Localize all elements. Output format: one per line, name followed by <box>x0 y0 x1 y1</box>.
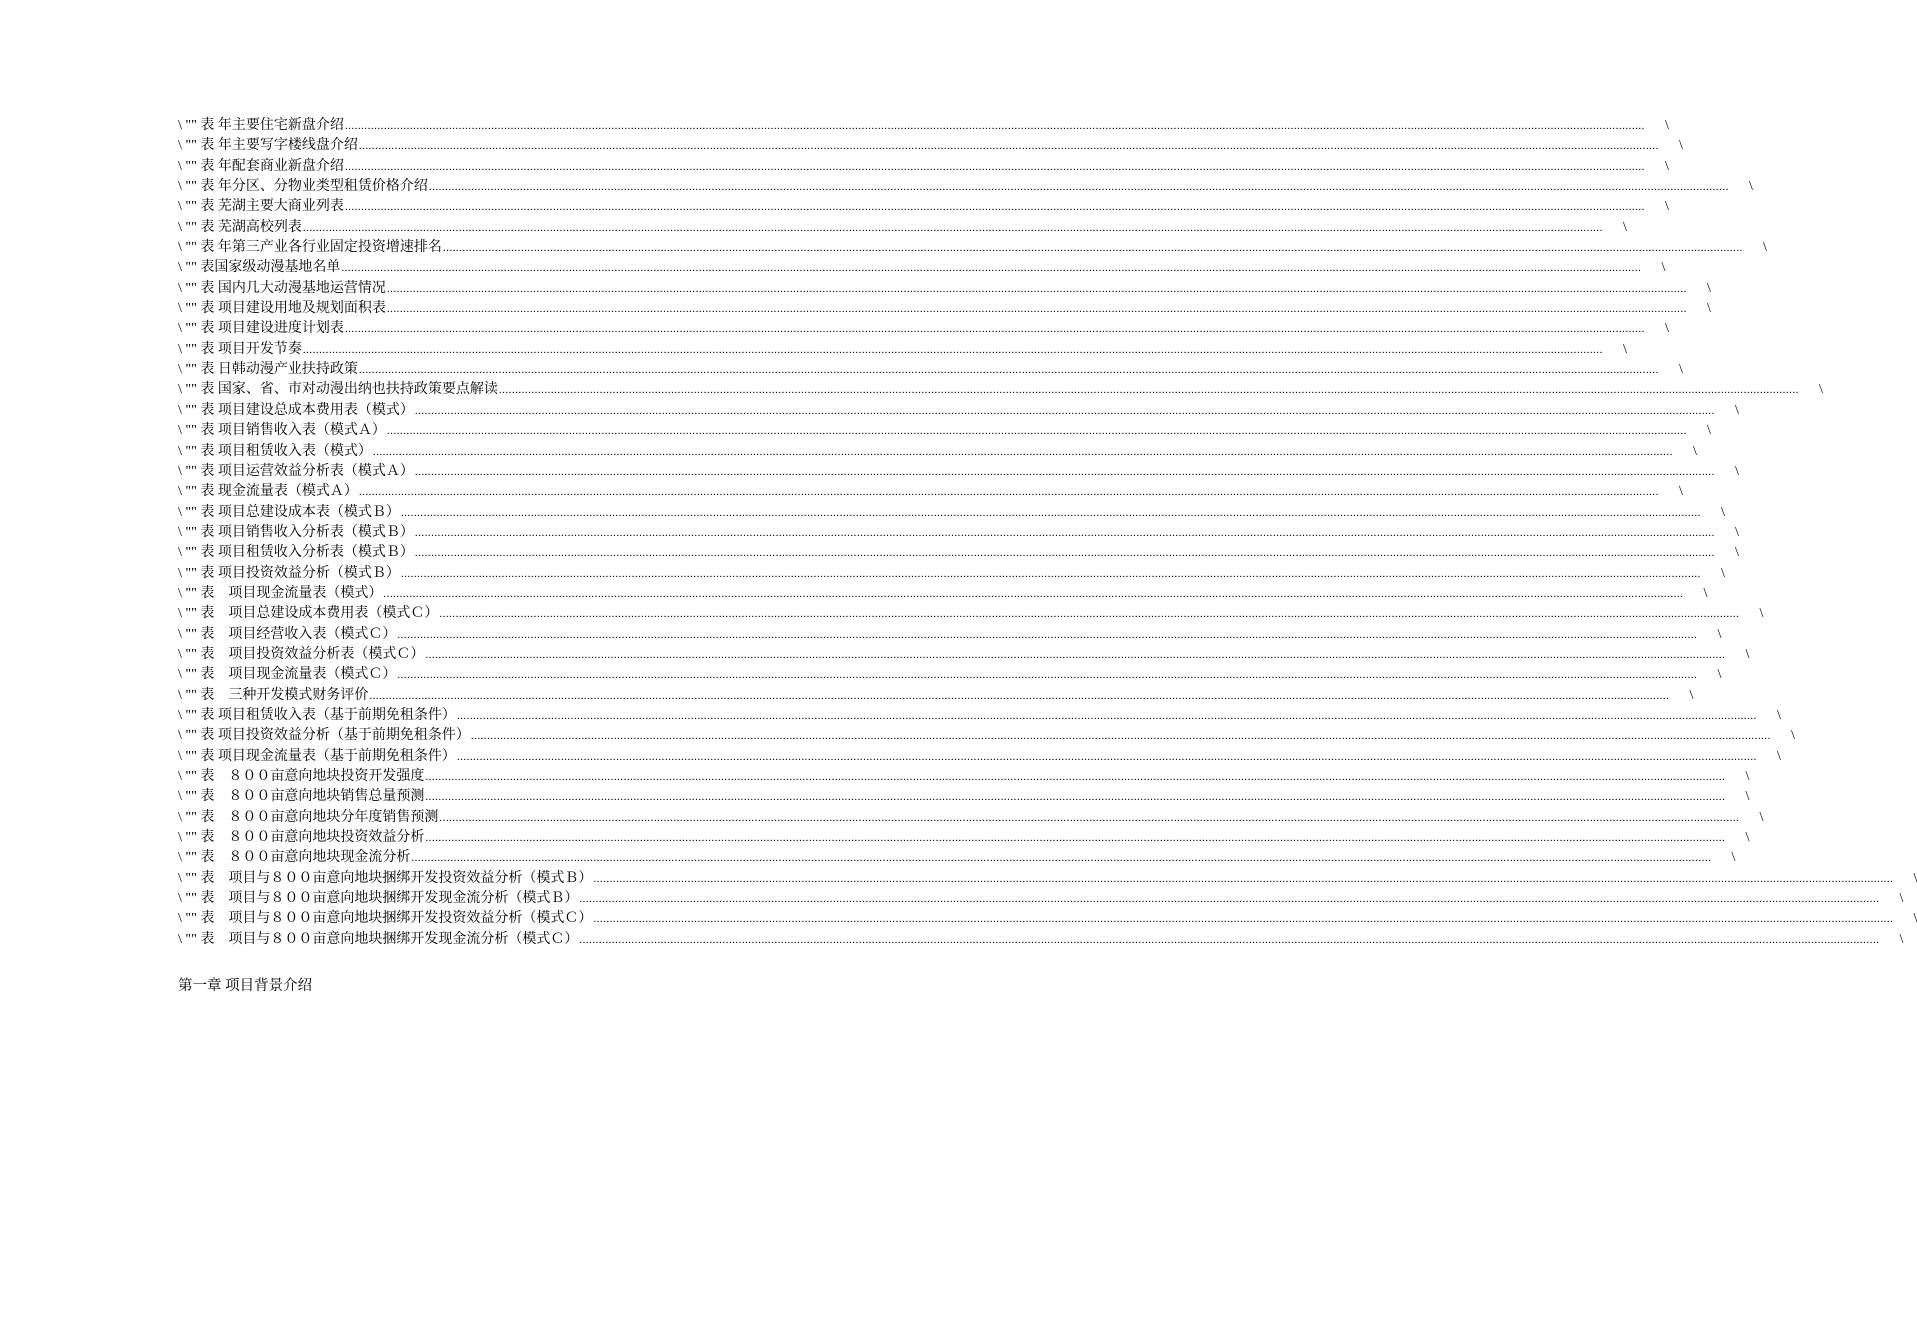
toc-entry-title: \ "" 表 项目现金流量表（模式） <box>178 585 383 601</box>
toc-entry-title: \ "" 表 项目经营收入表（模式Ｃ） <box>178 626 397 642</box>
toc-entry[interactable] <box>178 787 1750 807</box>
toc-entry-page: \ <box>1678 484 1683 500</box>
toc-entry[interactable] <box>178 523 1739 543</box>
toc-entry-title: \ "" 表 项目与８００亩意向地块捆绑开发投资效益分析（模式Ｃ） <box>178 911 593 927</box>
toc-entry-title: \ "" 表 项目投资效益分析（基于前期免租条件） <box>178 728 470 744</box>
toc-entry-page: \ <box>1706 301 1711 317</box>
toc-entry-title: \ "" 表 国内几大动漫基地运营情况 <box>178 280 386 296</box>
toc-entry-title: \ "" 表 三种开发模式财务评价 <box>178 687 369 703</box>
toc-entry-page: \ <box>1790 728 1795 744</box>
toc-entry[interactable] <box>178 421 1711 441</box>
toc-entry[interactable] <box>178 157 1669 177</box>
toc-entry[interactable] <box>178 401 1739 421</box>
toc-leader-dots: ................................................................................................................................................................................................................................................................................................................................................................................................................ <box>358 486 1659 499</box>
toc-leader-dots: ................................................................................................................................................................................................................................................................................................................................................................................................................ <box>397 628 1698 641</box>
chapter-heading: 第一章 项目背景介绍 <box>178 978 313 994</box>
toc-entry-title: \ "" 表 ８００亩意向地块分年度销售预测 <box>178 809 439 825</box>
toc-entry[interactable] <box>178 360 1683 380</box>
toc-entry[interactable] <box>178 564 1725 584</box>
toc-entry-title: \ "" 表 年主要住宅新盘介绍 <box>178 118 344 133</box>
toc-leader-dots: ................................................................................................................................................................................................................................................................................................................................................................................................................ <box>470 730 1771 743</box>
toc-entry[interactable] <box>178 747 1781 767</box>
toc-entry[interactable] <box>178 930 1904 950</box>
toc-entry[interactable] <box>178 116 1669 136</box>
toc-entry[interactable] <box>178 462 1739 482</box>
toc-entry[interactable] <box>178 848 1736 868</box>
toc-entry[interactable] <box>178 482 1683 502</box>
toc-entry-page: \ <box>1703 585 1708 601</box>
toc-entry-page: \ <box>1745 769 1750 784</box>
toc-entry[interactable] <box>178 380 1823 400</box>
toc-entry-page: \ <box>1692 443 1697 459</box>
toc-leader-dots: ................................................................................................................................................................................................................................................................................................................................................................................................................ <box>414 404 1715 417</box>
toc-entry-page: \ <box>1717 667 1722 683</box>
toc-entry-title: \ "" 表 项目租赁收入表（基于前期免租条件） <box>178 707 456 723</box>
toc-leader-dots: ................................................................................................................................................................................................................................................................................................................................................................................................................ <box>442 242 1743 255</box>
toc-entry-title: \ "" 表 项目总建设成本表（模式Ｂ） <box>178 504 400 520</box>
toc-entry[interactable] <box>178 767 1750 787</box>
toc-entry-page: \ <box>1899 891 1904 907</box>
toc-entry[interactable] <box>178 442 1697 462</box>
toc-entry-page: \ <box>1706 280 1711 296</box>
toc-entry-page: \ <box>1734 402 1739 418</box>
toc-leader-dots: ................................................................................................................................................................................................................................................................................................................................................................................................................ <box>425 771 1726 783</box>
toc-leader-dots: ................................................................................................................................................................................................................................................................................................................................................................................................................ <box>344 160 1645 173</box>
toc-entry-title: \ "" 表 项目投资效益分析（模式Ｂ） <box>178 565 400 581</box>
toc-leader-dots: ................................................................................................................................................................................................................................................................................................................................................................................................................ <box>383 587 1684 600</box>
toc-entry[interactable] <box>178 889 1904 909</box>
toc-leader-dots: ................................................................................................................................................................................................................................................................................................................................................................................................................ <box>386 425 1687 438</box>
toc-entry[interactable] <box>178 706 1781 726</box>
toc-entry-page: \ <box>1745 830 1750 846</box>
toc-leader-dots: ................................................................................................................................................................................................................................................................................................................................................................................................................ <box>579 893 1880 906</box>
toc-leader-dots: ................................................................................................................................................................................................................................................................................................................................................................................................................ <box>369 689 1670 702</box>
toc-leader-dots: ................................................................................................................................................................................................................................................................................................................................................................................................................ <box>397 669 1698 682</box>
toc-entry-title: \ "" 表 项目建设总成本费用表（模式） <box>178 402 414 418</box>
toc-entry[interactable] <box>178 319 1669 339</box>
toc-leader-dots: ................................................................................................................................................................................................................................................................................................................................................................................................................ <box>372 445 1673 458</box>
toc-entry[interactable] <box>178 686 1694 706</box>
toc-entry[interactable] <box>178 645 1750 665</box>
toc-entry-page: \ <box>1678 362 1683 378</box>
toc-entry-title: \ "" 表 年配套商业新盘介绍 <box>178 158 344 174</box>
toc-entry-title: \ "" 表 项目投资效益分析表（模式Ｃ） <box>178 646 425 662</box>
toc-entry-title: \ "" 表 项目与８００亩意向地块捆绑开发现金流分析（模式Ｂ） <box>178 891 579 907</box>
toc-entry-title: \ "" 表 项目建设进度计划表 <box>178 321 344 337</box>
toc-leader-dots: ................................................................................................................................................................................................................................................................................................................................................................................................................ <box>344 201 1645 214</box>
toc-entry-page: \ <box>1913 911 1917 927</box>
toc-leader-dots: ................................................................................................................................................................................................................................................................................................................................................................................................................ <box>456 709 1757 722</box>
toc-entry[interactable] <box>178 177 1753 197</box>
toc-entry[interactable] <box>178 909 1917 929</box>
toc-entry[interactable] <box>178 543 1739 563</box>
toc-entry-title: \ "" 表 国家、省、市对动漫出纳也扶持政策要点解读 <box>178 382 498 398</box>
toc-entry-page: \ <box>1745 646 1750 662</box>
toc-leader-dots: ................................................................................................................................................................................................................................................................................................................................................................................................................ <box>341 262 1642 275</box>
toc-leader-dots: ................................................................................................................................................................................................................................................................................................................................................................................................................ <box>579 933 1880 946</box>
toc-entry-title: \ "" 表 项目现金流量表（基于前期免租条件） <box>178 748 456 764</box>
toc-entry-page: \ <box>1706 423 1711 439</box>
toc-entry-page: \ <box>1720 565 1725 581</box>
toc-entry-title: \ "" 表 项目现金流量表（模式Ｃ） <box>178 667 397 683</box>
toc-leader-dots: ................................................................................................................................................................................................................................................................................................................................................................................................................ <box>302 221 1603 234</box>
toc-leader-dots: ................................................................................................................................................................................................................................................................................................................................................................................................................ <box>358 364 1659 377</box>
toc-entry-page: \ <box>1664 321 1669 337</box>
toc-entry-page: \ <box>1759 809 1764 825</box>
toc-leader-dots: ................................................................................................................................................................................................................................................................................................................................................................................................................ <box>425 791 1726 804</box>
toc-leader-dots: ................................................................................................................................................................................................................................................................................................................................................................................................................ <box>439 811 1740 824</box>
toc-entry[interactable] <box>178 197 1669 217</box>
toc-leader-dots: ................................................................................................................................................................................................................................................................................................................................................................................................................ <box>386 303 1687 316</box>
toc-entry-title: \ "" 表 现金流量表（模式Ａ） <box>178 484 358 500</box>
toc-entry-title: \ "" 表 项目与８００亩意向地块捆绑开发现金流分析（模式Ｃ） <box>178 931 579 947</box>
toc-entry-title: \ "" 表 项目开发节奏 <box>178 341 302 357</box>
toc-entry[interactable] <box>178 238 1767 258</box>
toc-entry-title: \ "" 表 项目销售收入分析表（模式Ｂ） <box>178 524 414 540</box>
toc-entry-title: \ "" 表 项目租赁收入分析表（模式Ｂ） <box>178 545 414 561</box>
toc-entry-page: \ <box>1661 260 1666 276</box>
toc-entry-page: \ <box>1762 240 1767 256</box>
toc-entry[interactable] <box>178 665 1722 685</box>
toc-entry[interactable] <box>178 604 1764 624</box>
toc-entry-title: \ "" 表 项目总建设成本费用表（模式Ｃ） <box>178 606 439 622</box>
toc-entry-title: \ "" 表 ８００亩意向地块现金流分析 <box>178 850 411 866</box>
toc-entry[interactable] <box>178 726 1795 746</box>
toc-entry-page: \ <box>1776 707 1781 723</box>
toc-entry-page: \ <box>1664 118 1669 133</box>
toc-entry-page: \ <box>1899 931 1904 947</box>
toc-leader-dots: ................................................................................................................................................................................................................................................................................................................................................................................................................ <box>414 526 1715 539</box>
toc-entry-title: \ "" 表 项目建设用地及规划面积表 <box>178 301 386 317</box>
toc-entry-title: \ "" 表 芜湖高校列表 <box>178 219 302 235</box>
toc-entry-title: \ "" 表 年主要写字楼线盘介绍 <box>178 138 358 154</box>
toc-leader-dots: ................................................................................................................................................................................................................................................................................................................................................................................................................ <box>425 832 1726 845</box>
toc-leader-dots: ................................................................................................................................................................................................................................................................................................................................................................................................................ <box>414 465 1715 478</box>
toc-entry-page: \ <box>1734 524 1739 540</box>
toc-entry-title: \ "" 表 项目与８００亩意向地块捆绑开发投资效益分析（模式Ｂ） <box>178 870 593 886</box>
toc-leader-dots: ................................................................................................................................................................................................................................................................................................................................................................................................................ <box>358 140 1659 153</box>
toc-entry[interactable] <box>178 136 1683 156</box>
toc-leader-dots: ................................................................................................................................................................................................................................................................................................................................................................................................................ <box>456 750 1757 763</box>
toc-entry[interactable] <box>178 584 1708 604</box>
toc-leader-dots: ................................................................................................................................................................................................................................................................................................................................................................................................................ <box>386 282 1687 295</box>
toc-entry-title: \ "" 表 ８００亩意向地块投资效益分析 <box>178 830 425 846</box>
toc-entry[interactable] <box>178 218 1627 238</box>
toc-entry-page: \ <box>1731 850 1736 866</box>
toc-entry-title: \ "" 表 年分区、分物业类型租赁价格介绍 <box>178 179 428 195</box>
toc-leader-dots: ................................................................................................................................................................................................................................................................................................................................................................................................................ <box>302 343 1603 356</box>
toc-entry[interactable] <box>178 279 1711 299</box>
toc-entry-page: \ <box>1720 504 1725 520</box>
toc-entry-title: \ "" 表 ８００亩意向地块销售总量预测 <box>178 789 425 805</box>
toc-entry-page: \ <box>1717 626 1722 642</box>
toc-entry-page: \ <box>1759 606 1764 622</box>
toc-entry-title: \ "" 表国家级动漫基地名单 <box>178 260 341 276</box>
toc-entry-page: \ <box>1818 382 1823 398</box>
toc-leader-dots: ................................................................................................................................................................................................................................................................................................................................................................................................................ <box>498 384 1799 397</box>
toc-entry-title: \ "" 表 年第三产业各行业固定投资增速排名 <box>178 240 442 256</box>
toc-entry-page: \ <box>1664 158 1669 174</box>
toc-entry-page: \ <box>1748 179 1753 195</box>
toc-entry-page: \ <box>1734 545 1739 561</box>
toc-entry-title: \ "" 表 项目运营效益分析表（模式Ａ） <box>178 463 414 479</box>
toc-entry-page: \ <box>1622 341 1627 357</box>
toc-entry[interactable] <box>178 340 1627 360</box>
toc-leader-dots: ................................................................................................................................................................................................................................................................................................................................................................................................................ <box>439 608 1740 621</box>
toc-leader-dots: ................................................................................................................................................................................................................................................................................................................................................................................................................ <box>593 872 1894 885</box>
toc-leader-dots: ................................................................................................................................................................................................................................................................................................................................................................................................................ <box>593 913 1894 926</box>
toc-entry-page: \ <box>1664 199 1669 215</box>
table-of-figures <box>178 116 1917 950</box>
toc-entry[interactable] <box>178 299 1711 319</box>
toc-entry-page: \ <box>1745 789 1750 805</box>
toc-leader-dots: ................................................................................................................................................................................................................................................................................................................................................................................................................ <box>344 120 1645 132</box>
toc-entry[interactable] <box>178 503 1725 523</box>
toc-entry-title: \ "" 表 项目销售收入表（模式Ａ） <box>178 423 386 439</box>
toc-entry-page: \ <box>1622 219 1627 235</box>
toc-entry[interactable] <box>178 808 1764 828</box>
toc-leader-dots: ................................................................................................................................................................................................................................................................................................................................................................................................................ <box>414 547 1715 560</box>
toc-entry[interactable] <box>178 869 1917 889</box>
toc-leader-dots: ................................................................................................................................................................................................................................................................................................................................................................................................................ <box>411 852 1712 865</box>
toc-leader-dots: ................................................................................................................................................................................................................................................................................................................................................................................................................ <box>344 323 1645 336</box>
toc-entry-title: \ "" 表 ８００亩意向地块投资开发强度 <box>178 769 425 784</box>
toc-leader-dots: ................................................................................................................................................................................................................................................................................................................................................................................................................ <box>425 648 1726 661</box>
toc-leader-dots: ................................................................................................................................................................................................................................................................................................................................................................................................................ <box>400 567 1701 580</box>
toc-entry-page: \ <box>1913 870 1917 886</box>
toc-entry[interactable] <box>178 258 1666 278</box>
toc-leader-dots: ................................................................................................................................................................................................................................................................................................................................................................................................................ <box>400 506 1701 519</box>
toc-entry-title: \ "" 表 芜湖主要大商业列表 <box>178 199 344 215</box>
toc-entry-page: \ <box>1734 463 1739 479</box>
toc-entry-title: \ "" 表 项目租赁收入表（模式） <box>178 443 372 459</box>
toc-entry-page: \ <box>1678 138 1683 154</box>
toc-entry[interactable] <box>178 625 1722 645</box>
toc-leader-dots: ................................................................................................................................................................................................................................................................................................................................................................................................................ <box>428 181 1729 194</box>
toc-entry[interactable] <box>178 828 1750 848</box>
toc-entry-page: \ <box>1689 687 1694 703</box>
toc-entry-page: \ <box>1776 748 1781 764</box>
toc-entry-title: \ "" 表 日韩动漫产业扶持政策 <box>178 362 358 378</box>
